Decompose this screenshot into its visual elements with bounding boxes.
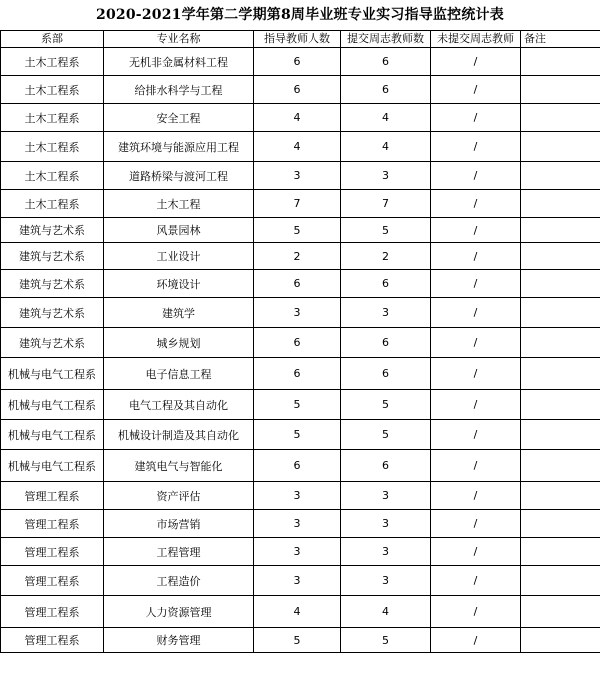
cell-submitted: 6 [341,270,431,298]
cell-not-submitted: / [431,298,521,328]
cell-note [521,420,600,450]
cell-not-submitted: / [431,190,521,218]
cell-dept: 机械与电气工程系 [1,450,104,482]
table-row [1,104,600,132]
cell-major: 土木工程 [104,190,254,218]
cell-mentors: 3 [254,566,341,596]
cell-note [521,298,600,328]
page-title: 2020-2021学年第二学期第8周毕业班专业实习指导监控统计表 [96,7,504,23]
header-dept: 系部 [1,31,104,48]
cell-mentors: 2 [254,243,341,270]
cell-major: 环境设计 [104,270,254,298]
table-row [1,358,600,390]
cell-submitted: 5 [341,390,431,420]
cell-not-submitted: / [431,132,521,162]
cell-major: 给排水科学与工程 [104,76,254,104]
cell-submitted: 3 [341,566,431,596]
cell-not-submitted: / [431,390,521,420]
table-header-row [1,31,600,48]
cell-major: 建筑环境与能源应用工程 [104,132,254,162]
cell-major: 工程造价 [104,566,254,596]
cell-submitted: 5 [341,628,431,653]
cell-submitted: 3 [341,538,431,566]
header-major: 专业名称 [104,31,254,48]
cell-mentors: 6 [254,270,341,298]
cell-mentors: 6 [254,328,341,358]
cell-not-submitted: / [431,538,521,566]
cell-dept: 建筑与艺术系 [1,243,104,270]
cell-submitted: 6 [341,450,431,482]
cell-dept: 机械与电气工程系 [1,390,104,420]
cell-dept: 土木工程系 [1,104,104,132]
cell-dept: 建筑与艺术系 [1,270,104,298]
cell-submitted: 3 [341,510,431,538]
cell-major: 风景园林 [104,218,254,243]
cell-major: 市场营销 [104,510,254,538]
cell-note [521,76,600,104]
table-row [1,628,600,653]
cell-major: 安全工程 [104,104,254,132]
cell-major: 机械设计制造及其自动化 [104,420,254,450]
cell-submitted: 7 [341,190,431,218]
cell-major: 工程管理 [104,538,254,566]
cell-submitted: 6 [341,358,431,390]
cell-not-submitted: / [431,218,521,243]
cell-mentors: 3 [254,298,341,328]
cell-note [521,190,600,218]
cell-dept: 土木工程系 [1,190,104,218]
cell-dept: 建筑与艺术系 [1,298,104,328]
table-row [1,48,600,76]
table-row [1,218,600,243]
cell-note [521,48,600,76]
cell-major: 人力资源管理 [104,596,254,628]
cell-not-submitted: / [431,482,521,510]
cell-not-submitted: / [431,328,521,358]
cell-submitted: 4 [341,104,431,132]
cell-not-submitted: / [431,596,521,628]
cell-note [521,162,600,190]
cell-major: 城乡规划 [104,328,254,358]
cell-mentors: 5 [254,628,341,653]
cell-submitted: 5 [341,420,431,450]
cell-not-submitted: / [431,420,521,450]
cell-note [521,218,600,243]
table-row [1,596,600,628]
cell-major: 无机非金属材料工程 [104,48,254,76]
cell-note [521,566,600,596]
table-row [1,420,600,450]
cell-not-submitted: / [431,566,521,596]
cell-note [521,390,600,420]
cell-note [521,538,600,566]
cell-mentors: 5 [254,420,341,450]
cell-note [521,270,600,298]
cell-note [521,510,600,538]
cell-mentors: 4 [254,596,341,628]
cell-dept: 土木工程系 [1,132,104,162]
cell-major: 电气工程及其自动化 [104,390,254,420]
table-row [1,538,600,566]
cell-dept: 管理工程系 [1,566,104,596]
cell-dept: 管理工程系 [1,538,104,566]
table-row [1,162,600,190]
cell-note [521,243,600,270]
cell-not-submitted: / [431,358,521,390]
cell-not-submitted: / [431,76,521,104]
cell-submitted: 6 [341,48,431,76]
cell-major: 财务管理 [104,628,254,653]
cell-major: 工业设计 [104,243,254,270]
cell-mentors: 4 [254,104,341,132]
cell-major: 电子信息工程 [104,358,254,390]
cell-mentors: 5 [254,218,341,243]
cell-dept: 土木工程系 [1,162,104,190]
cell-not-submitted: / [431,270,521,298]
table-row [1,298,600,328]
cell-not-submitted: / [431,48,521,76]
cell-dept: 管理工程系 [1,482,104,510]
cell-note [521,596,600,628]
cell-mentors: 3 [254,162,341,190]
header-note: 备注 [521,31,600,48]
cell-submitted: 5 [341,218,431,243]
cell-not-submitted: / [431,104,521,132]
cell-submitted: 6 [341,328,431,358]
cell-mentors: 4 [254,132,341,162]
cell-submitted: 4 [341,132,431,162]
cell-not-submitted: / [431,162,521,190]
table-row [1,132,600,162]
table-row [1,328,600,358]
cell-mentors: 3 [254,510,341,538]
cell-not-submitted: / [431,450,521,482]
cell-mentors: 5 [254,390,341,420]
cell-note [521,132,600,162]
cell-submitted: 2 [341,243,431,270]
table-row [1,482,600,510]
cell-dept: 管理工程系 [1,596,104,628]
cell-dept: 建筑与艺术系 [1,328,104,358]
cell-not-submitted: / [431,628,521,653]
cell-submitted: 3 [341,482,431,510]
cell-note [521,104,600,132]
cell-submitted: 3 [341,298,431,328]
cell-note [521,482,600,510]
cell-submitted: 4 [341,596,431,628]
cell-mentors: 6 [254,358,341,390]
cell-dept: 机械与电气工程系 [1,420,104,450]
table-row [1,450,600,482]
cell-mentors: 7 [254,190,341,218]
table-row [1,566,600,596]
cell-dept: 土木工程系 [1,48,104,76]
cell-dept: 管理工程系 [1,628,104,653]
cell-not-submitted: / [431,510,521,538]
cell-major: 资产评估 [104,482,254,510]
table-row [1,190,600,218]
table-body [1,48,600,653]
cell-note [521,628,600,653]
cell-mentors: 6 [254,48,341,76]
cell-dept: 机械与电气工程系 [1,358,104,390]
cell-mentors: 3 [254,482,341,510]
table-row [1,390,600,420]
header-mentors: 指导教师人数 [254,31,341,48]
cell-note [521,358,600,390]
cell-mentors: 6 [254,450,341,482]
table-row [1,243,600,270]
cell-dept: 建筑与艺术系 [1,218,104,243]
header-submitted: 提交周志教师数 [341,31,431,48]
cell-dept: 管理工程系 [1,510,104,538]
cell-dept: 土木工程系 [1,76,104,104]
cell-not-submitted: / [431,243,521,270]
table-row [1,510,600,538]
cell-note [521,450,600,482]
table-row [1,270,600,298]
cell-mentors: 6 [254,76,341,104]
cell-major: 建筑学 [104,298,254,328]
cell-mentors: 3 [254,538,341,566]
header-not-submitted: 未提交周志教师 [431,31,521,48]
cell-submitted: 3 [341,162,431,190]
cell-major: 道路桥梁与渡河工程 [104,162,254,190]
cell-note [521,328,600,358]
cell-submitted: 6 [341,76,431,104]
statistics-table [0,30,600,653]
cell-major: 建筑电气与智能化 [104,450,254,482]
table-row [1,76,600,104]
